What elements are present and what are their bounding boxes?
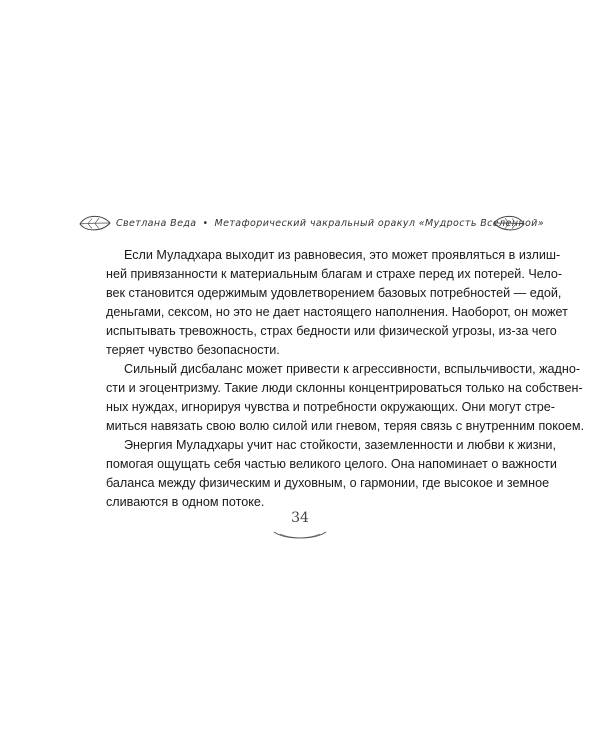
running-header xyxy=(78,212,545,236)
body-text xyxy=(88,246,585,512)
text-line: испытывать тревожность, страх бедности или физической угрозы, из-за чего xyxy=(106,324,557,338)
text-line: теряет чувство безопасности. xyxy=(106,343,280,357)
header-author: Светлана Веда xyxy=(116,218,197,229)
text-line: сливаются в одном потоке. xyxy=(106,495,265,509)
text-line: деньгами, сексом, но это не дает настоящего наполнения. Наоборот, он может xyxy=(106,305,568,319)
text-line: баланса между физическим и духовным, о гармонии, где высокое и земное xyxy=(106,476,550,490)
text-line: Энергия Муладхары учит нас стойкости, заземленности и любви к жизни, xyxy=(124,438,556,452)
swash-ornament-icon xyxy=(272,528,328,542)
text-line: Если Муладхара выходит из равновесия, это может проявляться в излиш- xyxy=(124,248,561,262)
header-separator: • xyxy=(202,218,209,229)
text-line: помогая ощущать себя частью великого целого. Она напоминает о важности xyxy=(106,457,557,471)
page-number: 34 xyxy=(291,510,309,526)
text-line: век становится одержимым удовлетворением базовых потребностей — едой, xyxy=(106,286,562,300)
paragraph xyxy=(88,246,568,360)
header-book-title: Метафорический чакральный оракул «Мудрость Вселенной» xyxy=(214,218,545,229)
page-folio xyxy=(250,510,350,542)
text-line: сти и эгоцентризму. Такие люди склонны концентрироваться только на собствен- xyxy=(106,381,583,395)
paragraph xyxy=(88,360,585,436)
text-line: миться навязать свою волю силой или гневом, теряя связь с внутренним покоем. xyxy=(106,419,585,433)
paragraph xyxy=(88,436,557,512)
leaf-icon xyxy=(492,212,526,234)
header-text xyxy=(116,218,545,229)
leaf-icon xyxy=(78,212,112,234)
text-line: ней привязанности к материальным благам и страхе перед их потерей. Чело- xyxy=(106,267,563,281)
text-line: Сильный дисбаланс может привести к агрессивности, вспыльчивости, жадно- xyxy=(124,362,581,376)
text-line: ных нуждах, игнорируя чувства и потребности окружающих. Они могут стре- xyxy=(106,400,555,414)
